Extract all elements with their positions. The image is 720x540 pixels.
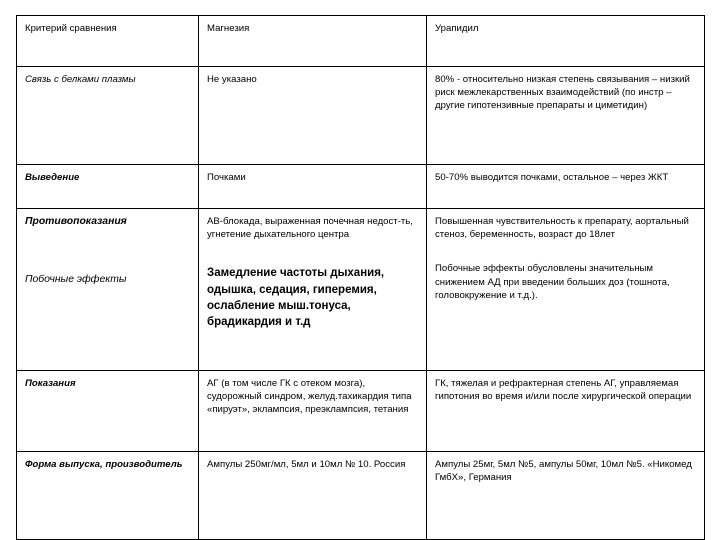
row-label: Побочные эффекты — [25, 274, 127, 286]
urapidil-cell: 80% - относительно низкая степень связывания – низкий риск межлекарственных взаимодействий (по инстр – другие гипотензивные препараты и циметидин) — [427, 67, 705, 165]
urapidil-text: Повышенная чувствительность к препарату, аортальный стеноз, беременность, возраст до 18лет — [435, 216, 689, 241]
magnesia-cell — [199, 209, 427, 371]
label-cell — [17, 209, 199, 371]
magnesia-cell: Не указано — [199, 67, 427, 165]
magnesia-text: Замедление частоты дыхания, одышка, седация, гиперемия, ослабление мыш.тонуса, брадикардия и т.д — [207, 267, 385, 328]
urapidil-cell — [427, 209, 705, 371]
row-contraindications-and-side-effects — [17, 209, 705, 371]
row-label: Противопоказания — [25, 216, 127, 227]
urapidil-cell: ГК, тяжелая и рефрактерная степень АГ, управляемая гипотония во время и/или после хирургической операции — [427, 371, 705, 452]
magnesia-cell: АГ (в том числе ГК с отеком мозга), судорожный синдром, желуд.тахикардия типа «пируэт», эклампсия, преэклампсия, тетания — [199, 371, 427, 452]
magnesia-cell: Почками — [199, 165, 427, 209]
header-row — [17, 16, 705, 67]
row-label: Выведение — [17, 165, 199, 209]
row-label: Форма выпуска, производитель — [17, 452, 199, 540]
header-magnesia: Магнезия — [199, 16, 427, 67]
row-label: Показания — [17, 371, 199, 452]
urapidil-cell: Ампулы 25мг, 5мл №5, ампулы 50мг, 10мл №5. «Никомед ГмбХ», Германия — [427, 452, 705, 540]
row-release-form — [17, 452, 705, 540]
header-criterion: Критерий сравнения — [17, 16, 199, 67]
comparison-table — [16, 15, 705, 540]
urapidil-text: Побочные эффекты обусловлены значительным снижением АД при введении больших доз (тошнота, головокружение и т.д.). — [435, 263, 670, 301]
magnesia-cell: Ампулы 250мг/мл, 5мл и 10мл № 10. Россия — [199, 452, 427, 540]
header-urapidil: Урапидил — [427, 16, 705, 67]
row-protein-binding — [17, 67, 705, 165]
magnesia-text: АВ-блокада, выраженная почечная недост-ть, угнетение дыхательного центра — [207, 216, 413, 241]
row-indications — [17, 371, 705, 452]
row-label: Связь с белками плазмы — [17, 67, 199, 165]
urapidil-cell: 50-70% выводится почками, остальное – через ЖКТ — [427, 165, 705, 209]
row-excretion — [17, 165, 705, 209]
